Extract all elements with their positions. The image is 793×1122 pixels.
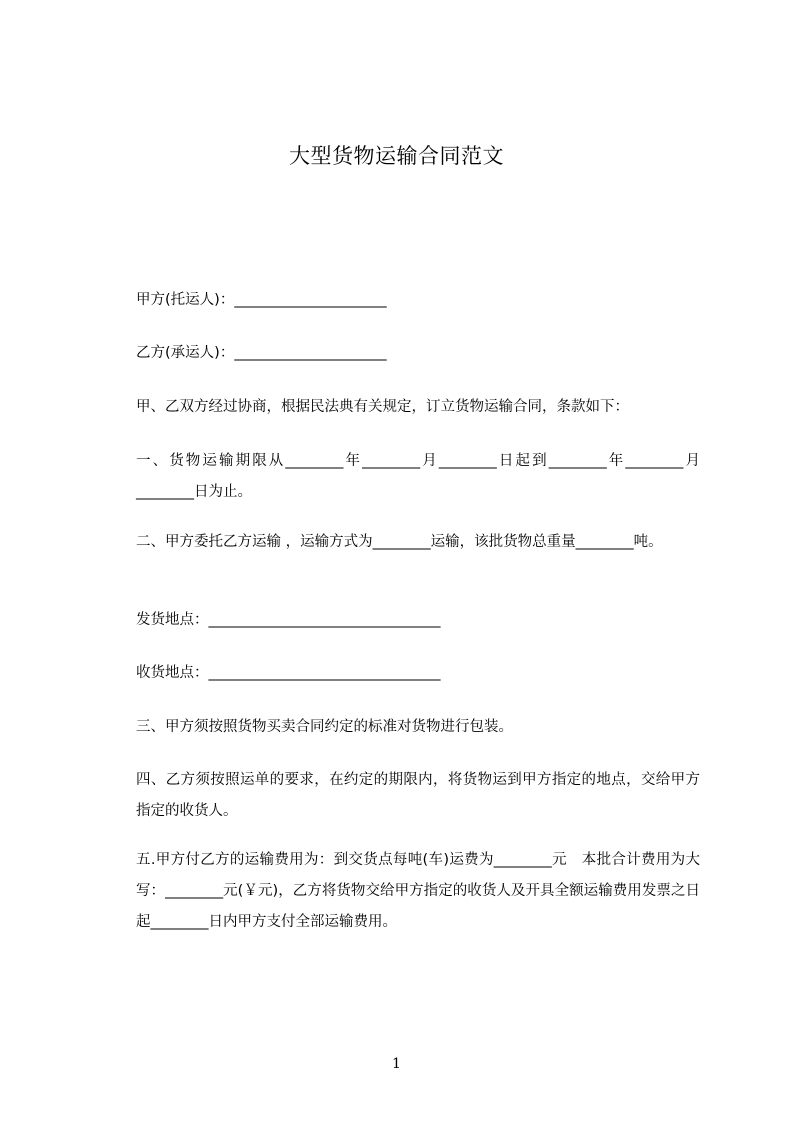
page-number: 1 [392, 1056, 401, 1072]
shipping-location-line: 发货地点：________________________________ [136, 612, 441, 628]
party-b-line: 乙方(承运人)：_____________________ [136, 345, 387, 361]
document-title: 大型货物运输合同范文 [289, 144, 504, 168]
receiving-location-line: 收货地点：________________________________ [136, 665, 441, 681]
clause-1: 一、货物运输期限从________年________月________日起到________年________月________日为止。 [136, 453, 700, 500]
clause-3: 三、甲方须按照货物买卖合同约定的标准对货物进行包装。 [136, 719, 513, 735]
intro-paragraph: 甲、乙双方经过协商，根据民法典有关规定，订立货物运输合同，条款如下： [136, 399, 629, 415]
clause-2: 二、甲方委托乙方运输 ，运输方式为________运输，该批货物总重量________吨。 [136, 534, 663, 550]
clause-5: 五.甲方付乙方的运输费用为：到交货点每吨(车)运费为________元 本批合计费用为大写：________元(￥元)，乙方将货物交给甲方指定的收货人及开具全额运输费用发票之日起________日内甲方支付全部运输费用。 [136, 852, 700, 930]
clause-4: 四、乙方须按照运单的要求，在约定的期限内，将货物运到甲方指定的地点，交给甲方指定的收货人。 [136, 772, 700, 819]
party-a-line: 甲方(托运人)：_____________________ [136, 292, 387, 308]
